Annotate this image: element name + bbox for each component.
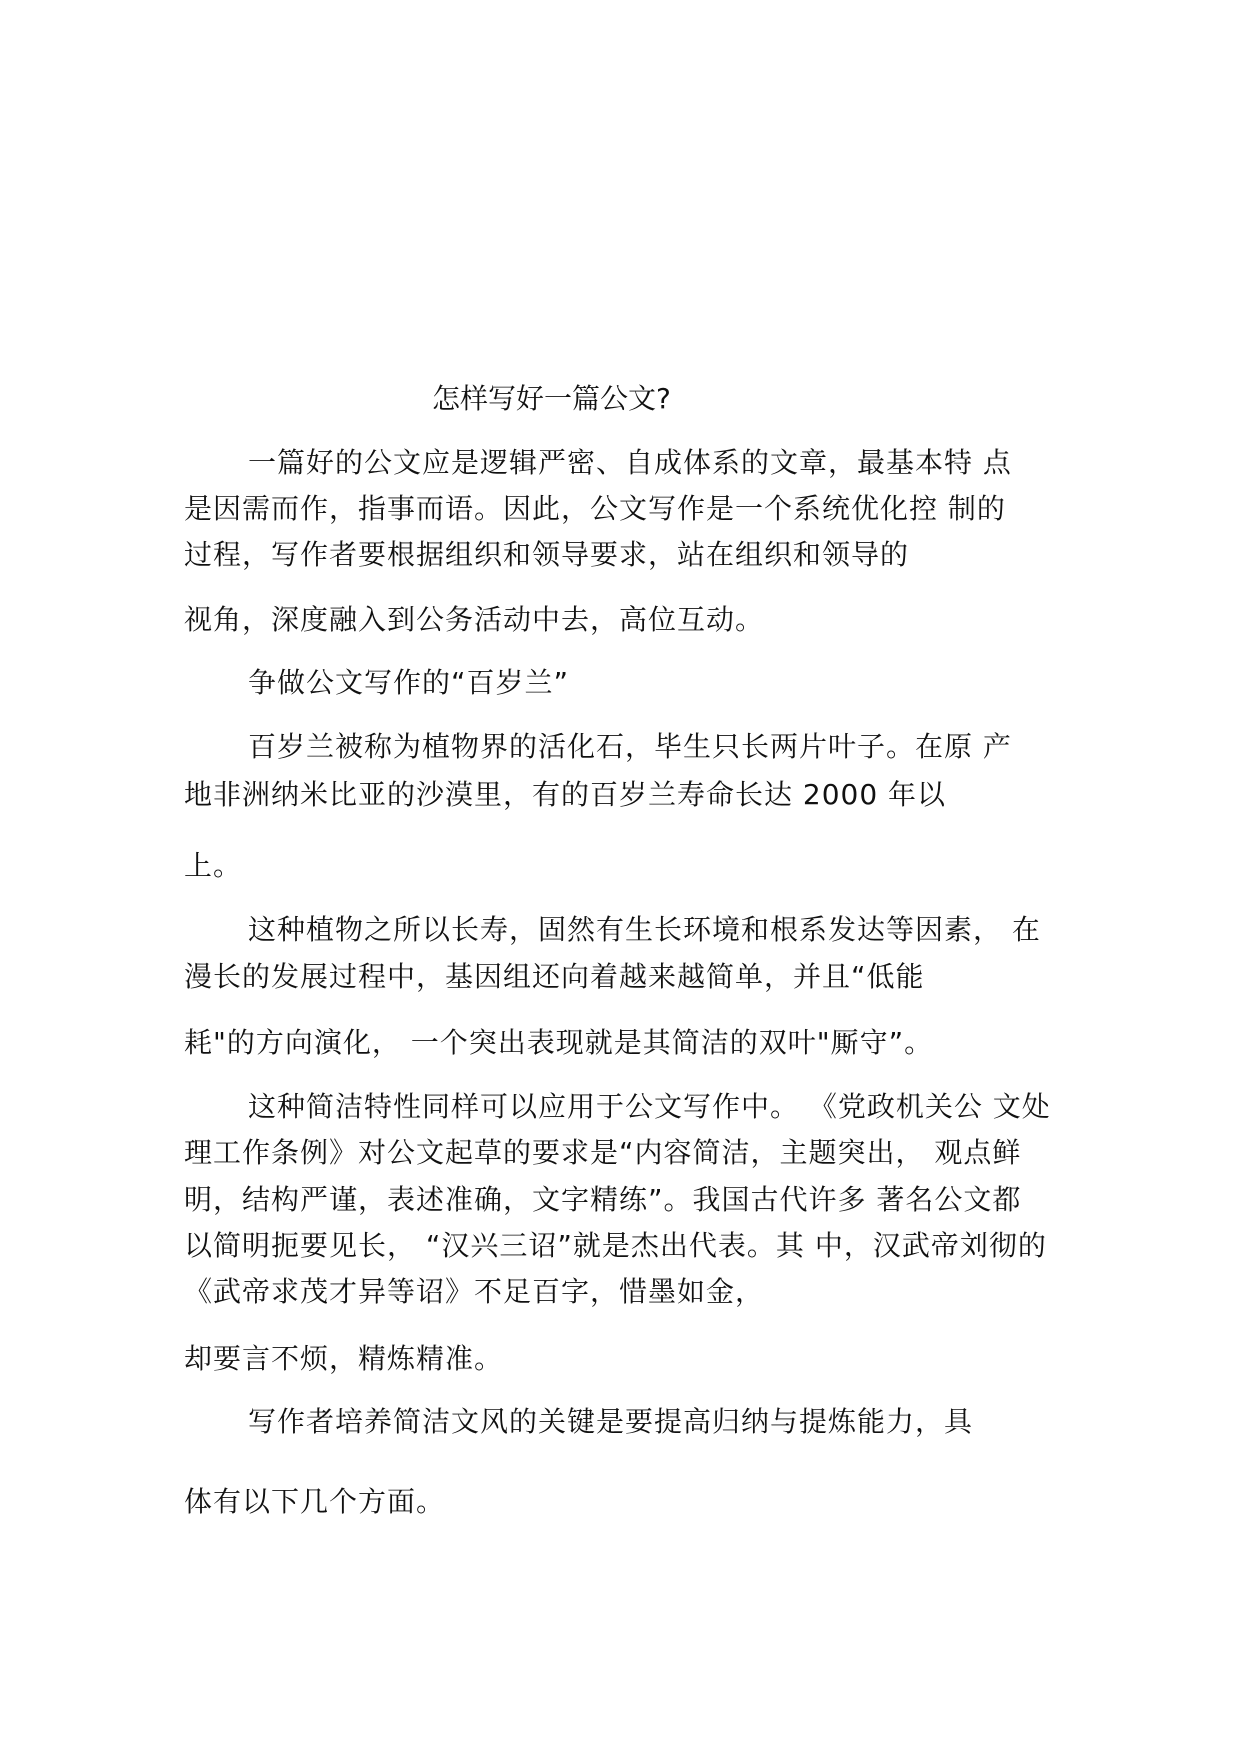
paragraph-line: 理工作条例》对公文起草的要求是“内容简洁，主题突出， 观点鲜	[184, 1136, 1022, 1169]
paragraph-line: 写作者培养简洁文风的关键是要提高归纳与提炼能力，具	[248, 1405, 974, 1438]
paragraph-line: 《武帝求茂才异等诏》不足百字，惜墨如金，	[184, 1275, 765, 1308]
paragraph-line: 百岁兰被称为植物界的活化石，毕生只长两片叶子。在原 产	[248, 730, 1012, 763]
section-heading: 争做公文写作的“百岁兰”	[248, 666, 570, 699]
paragraph-line: 体有以下几个方面。	[184, 1485, 446, 1518]
paragraph-line: 是因需而作，指事而语。因此，公文写作是一个系统优化控 制的	[184, 492, 1006, 525]
paragraph-line: 明，结构严谨，表述准确，文字精练”。我国古代许多 著名公文都	[184, 1183, 1022, 1216]
paragraph-line: 地非洲纳米比亚的沙漠里，有的百岁兰寿命长达 2000 年以	[184, 778, 947, 811]
paragraph-line: 过程，写作者要根据组织和领导要求，站在组织和领导的	[184, 538, 910, 571]
paragraph-line: 以简明扼要见长， “汉兴三诏”就是杰出代表。其 中，汉武帝刘彻的	[184, 1229, 1047, 1262]
paragraph-line: 上。	[184, 849, 243, 882]
document-title: 怎样写好一篇公文?	[432, 382, 671, 415]
paragraph-line: 却要言不烦，精炼精准。	[184, 1342, 504, 1375]
paragraph-line: 漫长的发展过程中，基因组还向着越来越简单，并且“低能	[184, 960, 925, 993]
paragraph-line: 视角，深度融入到公务活动中去，高位互动。	[184, 603, 765, 636]
paragraph-line: 这种植物之所以长寿，固然有生长环境和根系发达等因素， 在	[248, 913, 1041, 946]
paragraph-line: 这种简洁特性同样可以应用于公文写作中。 《党政机关公 文处	[248, 1090, 1051, 1123]
paragraph-line: 耗"的方向演化， 一个突出表现就是其简洁的双叶"厮守”。	[184, 1026, 934, 1059]
paragraph-line: 一篇好的公文应是逻辑严密、自成体系的文章，最基本特 点	[248, 446, 1012, 479]
